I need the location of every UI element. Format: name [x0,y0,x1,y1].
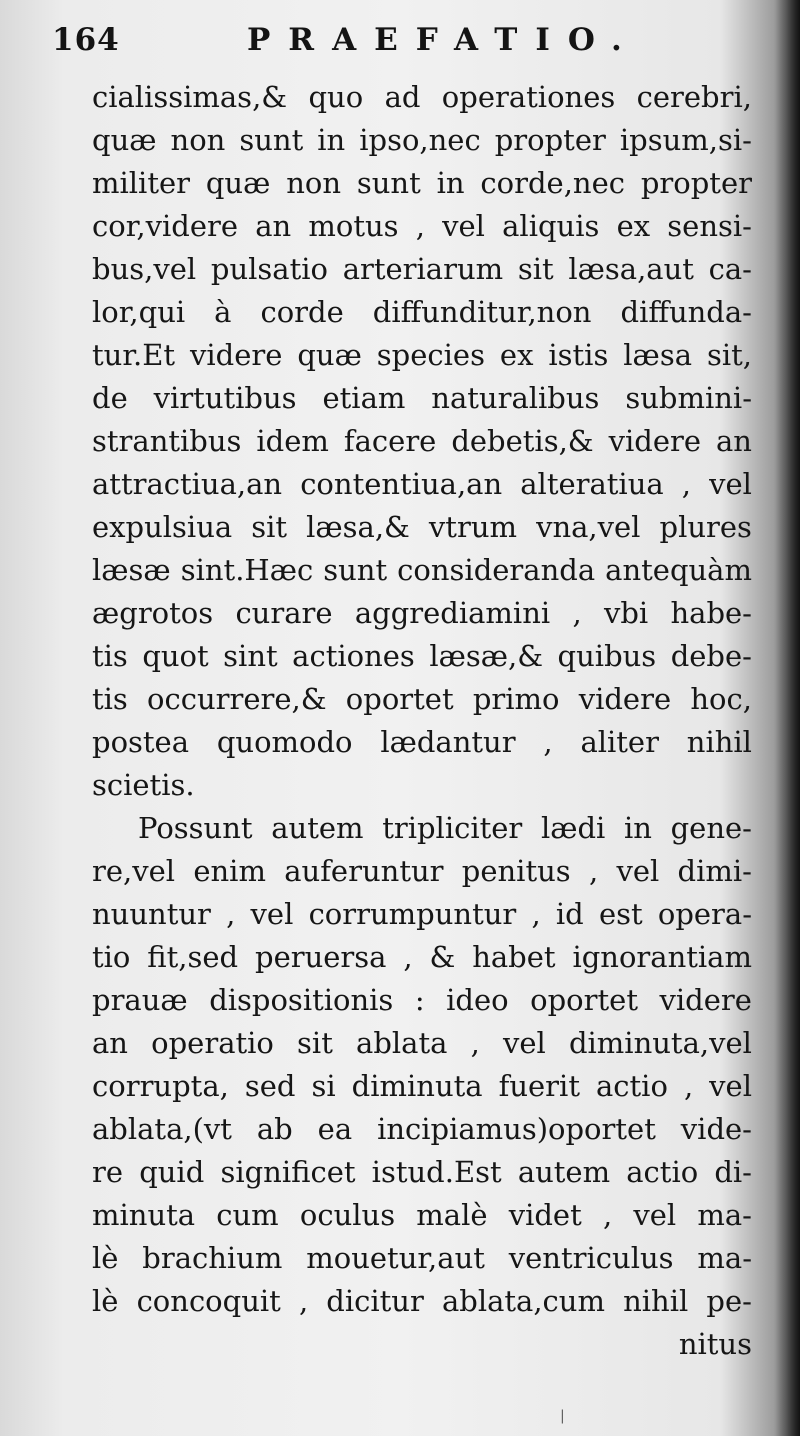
running-head: PRAEFATIO. [247,22,640,58]
text-line: tio fit,sed peruersa , & habet ignorantiam [92,940,752,974]
text-line: læsæ sint.Hæc sunt consideranda antequàm [92,553,752,587]
text-line: lor,qui à corde diffunditur,non diffunda- [92,295,752,329]
text-line: militer quæ non sunt in corde,nec propter [92,166,752,200]
text-line: cialissimas,& quo ad operationes cerebri, [92,80,752,114]
text-line: corrupta, sed si diminuta fuerit actio , vel [92,1069,752,1103]
text-line: de virtutibus etiam naturalibus submini- [92,381,752,415]
text-line: lè concoquit , dicitur ablata,cum nihil pe- [92,1284,752,1318]
text-line: an operatio sit ablata , vel diminuta,vel [92,1026,752,1060]
text-line: Possunt autem tripliciter lædi in gene- [138,811,752,845]
text-line: prauæ dispositionis : ideo oportet videre [92,983,752,1017]
text-line: expulsiua sit læsa,& vtrum vna,vel plures [92,510,752,544]
text-line: lè brachium mouetur,aut ventriculus ma- [92,1241,752,1275]
bottom-mark: | [560,1408,565,1424]
text-line: tis quot sint actiones læsæ,& quibus debe- [92,639,752,673]
text-line: postea quomodo lædantur , aliter nihil [92,725,752,759]
text-line: tur.Et videre quæ species ex istis læsa sit, [92,338,752,372]
catchword: nitus [678,1327,752,1361]
text-line: minuta cum oculus malè videt , vel ma- [92,1198,752,1232]
text-line: re quid significet istud.Est autem actio di- [92,1155,752,1189]
page-gutter-shadow [774,0,800,1436]
text-line: ægrotos curare aggrediamini , vbi habe- [92,596,752,630]
text-line: nuuntur , vel corrumpuntur , id est opera- [92,897,752,931]
text-line: ablata,(vt ab ea incipiamus)oportet vide- [92,1112,752,1146]
text-line: tis occurrere,& oportet primo videre hoc, [92,682,752,716]
text-body [92,76,752,1366]
text-line: re,vel enim auferuntur penitus , vel dimi- [92,854,752,888]
page-number: 164 [52,22,120,58]
text-line: strantibus idem facere debetis,& videre an [92,424,752,458]
text-line: attractiua,an contentiua,an alteratiua , vel [92,467,752,501]
text-line: bus,vel pulsatio arteriarum sit læsa,aut ca- [92,252,752,286]
text-line: quæ non sunt in ipso,nec propter ipsum,si- [92,123,752,157]
page-header [52,18,752,62]
text-line: scietis. [92,768,195,802]
text-line: cor,videre an motus , vel aliquis ex sensi- [92,209,752,243]
